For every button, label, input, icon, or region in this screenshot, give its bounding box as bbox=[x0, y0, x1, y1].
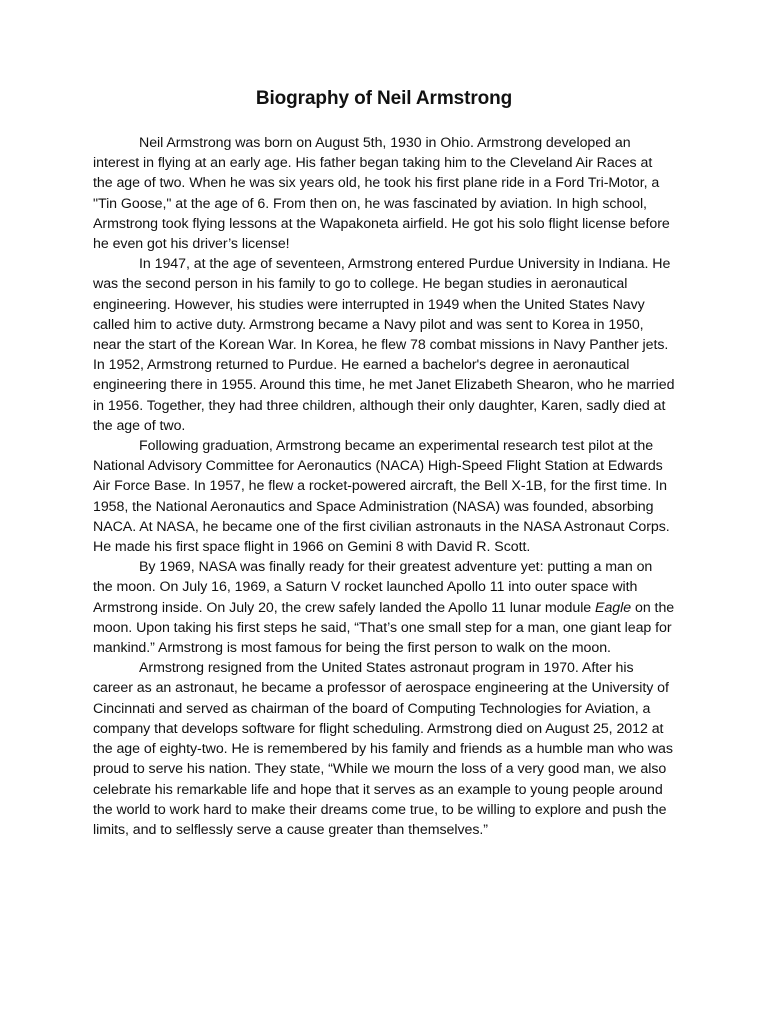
document-body bbox=[93, 133, 675, 840]
document-title: Biography of Neil Armstrong bbox=[255, 88, 513, 109]
paragraph-birth-childhood: Neil Armstrong was born on August 5th, 1930 in Ohio. Armstrong developed an interest in flying at an early age. His father began taking him to the Cleveland Air Races at the age of two. When he was six years old, he took his first plane ride in a Ford Tri-Motor, a "Tin Goose," at the age of 6. From then on, he was fascinated by aviation. In high school, Armstrong took flying lessons at the Wapakoneta airfield. He got his solo flight license before he even got his driver’s license! bbox=[93, 135, 670, 253]
paragraph-moon-landing-after: on the moon. Upon taking his first steps he said, “That’s one small step for a man, one giant leap for mankind.” Armstrong is most famous for being the first person to walk on the moon. bbox=[93, 599, 675, 657]
paragraph-college-navy: In 1947, at the age of seventeen, Armstrong entered Purdue University in Indiana. He was the second person in his family to go to college. He began studies in aeronautical engineering. However, his studies were interrupted in 1949 when the United States Navy called him to active duty. Armstrong became a Navy pilot and was sent to Korea in 1950, near the start of the Korean War. In Korea, he flew 78 combat missions in Navy Panther jets. In 1952, Armstrong returned to Purdue. He earned a bachelor's degree in aeronautical engineering there in 1955. Around this time, he met Janet Elizabeth Shearon, who he married in 1956. Together, they had three children, although their only daughter, Karen, sadly died at the age of two. bbox=[93, 256, 675, 434]
paragraph-test-pilot-nasa: Following graduation, Armstrong became an experimental research test pilot at the National Advisory Committee for Aeronautics (NACA) High-Speed Flight Station at Edwards Air Force Base. In 1957, he flew a rocket-powered aircraft, the Bell X-1B, for the first time. In 1958, the National Aeronautics and Space Administration (NASA) was founded, absorbing NACA. At NASA, he became one of the first civilian astronauts in the NASA Astronaut Corps. He made his first space flight in 1966 on Gemini 8 with David R. Scott. bbox=[93, 438, 670, 556]
lunar-module-name: Eagle bbox=[595, 599, 632, 616]
paragraph-moon-landing-before: By 1969, NASA was finally ready for their greatest adventure yet: putting a man on the moon. On July 16, 1969, a Saturn V rocket launched Apollo 11 into outer space with Armstrong inside. On July 20, the crew safely landed the Apollo 11 lunar module bbox=[93, 559, 653, 616]
paragraph-moon-landing bbox=[93, 557, 675, 658]
paragraph-later-life: Armstrong resigned from the United States astronaut program in 1970. After his career as an astronaut, he became a professor of aerospace engineering at the University of Cincinnati and served as chairman of the board of Computing Technologies for Aviation, a company that develops software for flight scheduling. Armstrong died on August 25, 2012 at the age of eighty-two. He is remembered by his family and friends as a humble man who was proud to serve his nation. They state, “While we mourn the loss of a very good man, we also celebrate his remarkable life and hope that it serves as an example to young people around the world to work hard to make their dreams come true, to be willing to explore and push the limits, and to selflessly serve a cause greater than themselves.” bbox=[93, 660, 673, 838]
